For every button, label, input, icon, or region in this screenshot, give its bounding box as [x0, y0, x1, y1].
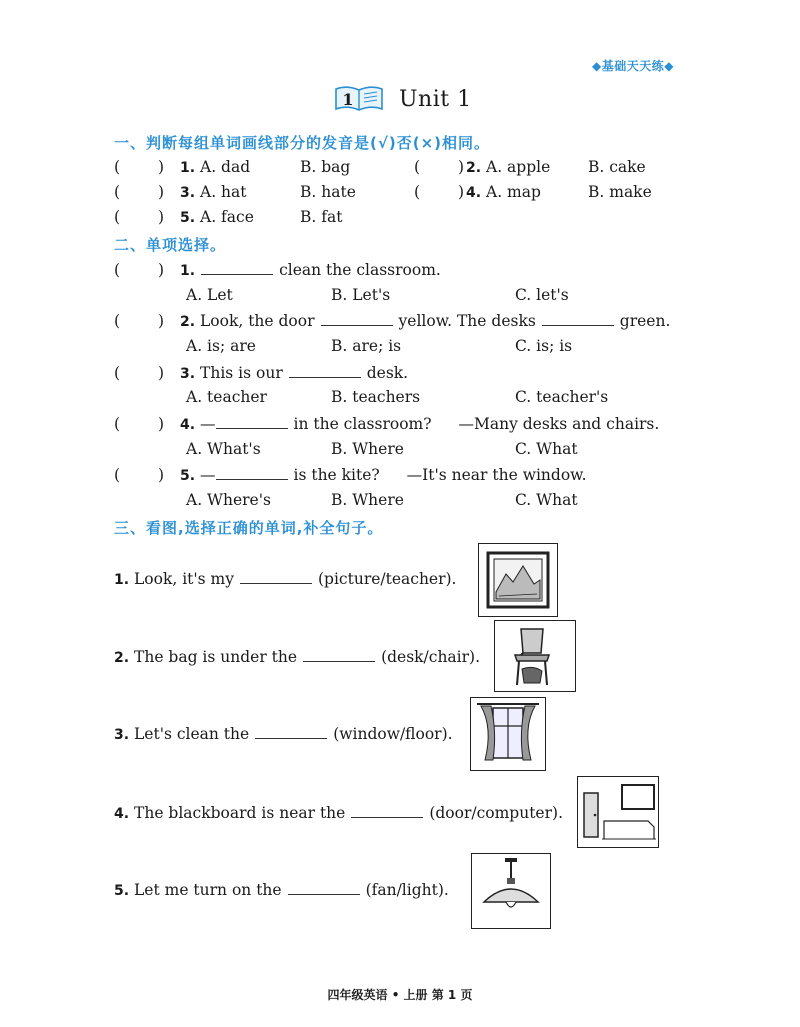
s3-item-2: 2. The bag is under the (desk/chair). [114, 648, 481, 666]
s1-item-2: ( ) 2. A. apple B. cake [414, 158, 646, 176]
classroom-door-image [577, 776, 659, 848]
unit-header [333, 84, 472, 114]
answer-blank[interactable] [240, 569, 312, 584]
unit-number: 1 [342, 90, 354, 109]
answer-blank[interactable] [289, 363, 361, 378]
s3-item-1: 1. Look, it's my (picture/teacher). [114, 570, 457, 588]
s2-q5-option-a[interactable]: A. Where's [186, 491, 271, 509]
page-footer: 四年级英语 • 上册 第 1 页 [327, 988, 473, 1002]
s1-item-3: ( ) 3. A. hat B. hate [114, 183, 356, 201]
s2-q1-option-b[interactable]: B. Let's [331, 286, 391, 304]
s2-q3-option-a[interactable]: A. teacher [186, 388, 267, 406]
section-2-title: 二、单项选择。 [114, 236, 227, 254]
s2-q2-option-b[interactable]: B. are; is [331, 337, 402, 355]
answer-blank[interactable] [303, 647, 375, 662]
s3-item-3: 3. Let's clean the (window/floor). [114, 725, 453, 743]
s2-question-1: ( ) 1. clean the classroom. [114, 261, 441, 279]
s3-item-4: 4. The blackboard is near the (door/computer). [114, 804, 563, 822]
s1-item-1: ( ) 1. A. dad B. bag [114, 158, 351, 176]
s2-q4-option-a[interactable]: A. What's [186, 440, 261, 458]
s2-q2-option-c[interactable]: C. is; is [515, 337, 573, 355]
s2-question-5: ( ) 5. — is the kite? —It's near the window. [114, 466, 587, 484]
ceiling-light-image [471, 853, 551, 929]
answer-blank[interactable] [321, 311, 393, 326]
s2-question-2: ( ) 2. Look, the door yellow. The desks green. [114, 312, 671, 330]
unit-title: Unit 1 [399, 86, 472, 112]
s2-q4-option-b[interactable]: B. Where [331, 440, 404, 458]
s1-item-4: ( ) 4. A. map B. make [414, 183, 652, 201]
answer-blank[interactable] [201, 260, 273, 275]
answer-blank[interactable] [288, 880, 360, 895]
chair-with-bag-image [494, 620, 576, 692]
answer-blank[interactable] [351, 803, 423, 818]
section-1-title: 一、判断每组单词画线部分的发音是(√)否(×)相同。 [114, 134, 490, 152]
answer-blank[interactable] [216, 465, 288, 480]
s2-q3-option-b[interactable]: B. teachers [331, 388, 421, 406]
answer-blank[interactable] [216, 414, 288, 429]
s3-item-5: 5. Let me turn on the (fan/light). [114, 881, 449, 899]
s2-q1-option-c[interactable]: C. let's [515, 286, 569, 304]
answer-blank[interactable] [542, 311, 614, 326]
s2-q1-option-a[interactable]: A. Let [186, 286, 233, 304]
s2-q2-option-a[interactable]: A. is; are [186, 337, 256, 355]
s2-question-4: ( ) 4. — in the classroom? —Many desks and chairs. [114, 415, 660, 433]
picture-frame-image [478, 543, 558, 617]
s2-q5-option-b[interactable]: B. Where [331, 491, 404, 509]
s2-q3-option-c[interactable]: C. teacher's [515, 388, 609, 406]
s2-q4-option-c[interactable]: C. What [515, 440, 578, 458]
window-image [470, 697, 546, 771]
series-tag: ◆基础天天练◆ [592, 59, 674, 73]
s2-q5-option-c[interactable]: C. What [515, 491, 578, 509]
s2-question-3: ( ) 3. This is our desk. [114, 364, 409, 382]
s1-item-5: ( ) 5. A. face B. fat [114, 208, 343, 226]
answer-blank[interactable] [255, 724, 327, 739]
open-book-icon [333, 84, 385, 114]
section-3-title: 三、看图,选择正确的单词,补全句子。 [114, 519, 384, 537]
